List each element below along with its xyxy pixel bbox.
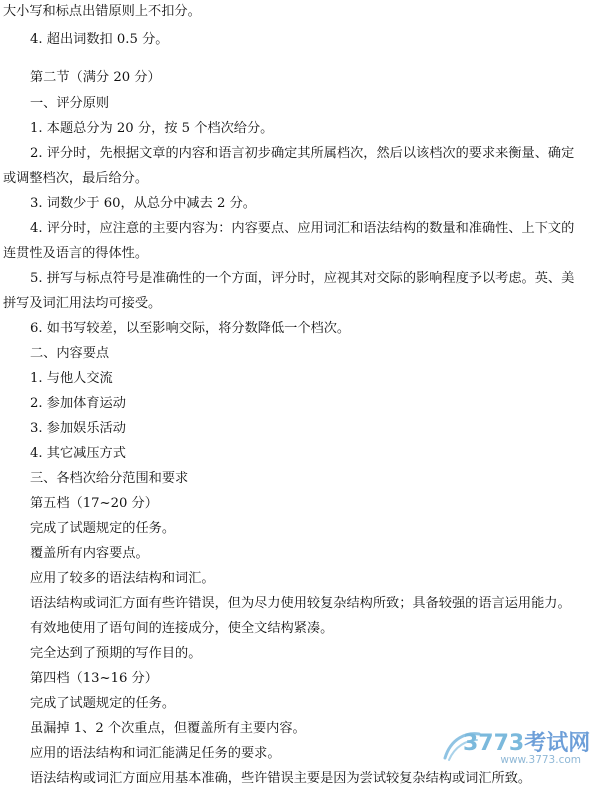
- watermark-logo-text: [463, 726, 590, 757]
- text-line: 4. 超出词数扣 0.5 分。: [30, 32, 169, 47]
- watermark-logo-word: 考试网: [524, 731, 591, 756]
- text-line: 或调整档次，最后给分。: [3, 171, 149, 186]
- text-line: 完成了试题规定的任务。: [30, 696, 176, 711]
- text-line: 大小写和标点出错原则上不扣分。: [3, 4, 201, 19]
- text-line: 2. 评分时，先根据文章的内容和语言初步确定其所属档次，然后以该档次的要求来衡量、确定: [30, 146, 575, 161]
- site-watermark: [441, 726, 591, 774]
- text-line: 1. 本题总分为 20 分，按 5 个档次给分。: [30, 121, 274, 136]
- list-item: 2. 参加体育运动: [30, 396, 126, 411]
- text-line: 拼写及词汇用法均可接受。: [3, 296, 162, 311]
- text-line: 语法结构或词汇方面应用基本准确，些许错误主要是因为尝试较复杂结构或词汇所致。: [30, 771, 532, 786]
- text-line: 4. 评分时，应注意的主要内容为：内容要点、应用词汇和语法结构的数量和准确性、上下文的: [30, 221, 575, 236]
- text-line: 6. 如书写较差，以至影响交际，将分数降低一个档次。: [30, 321, 351, 336]
- watermark-logo-number: 3773: [463, 731, 525, 756]
- section-heading: 第二节（满分 20 分）: [30, 70, 161, 85]
- grade-heading: 第四档（13~16 分）: [30, 671, 158, 686]
- text-line: 覆盖所有内容要点。: [30, 546, 149, 561]
- text-line: 3. 词数少于 60，从总分中减去 2 分。: [30, 196, 256, 211]
- subsection-heading: 二、内容要点: [30, 346, 110, 361]
- grade-heading: 第五档（17~20 分）: [30, 496, 158, 511]
- text-line: 虽漏掉 1、2 个次重点，但覆盖所有主要内容。: [30, 721, 306, 736]
- text-line: 应用的语法结构和词汇能满足任务的要求。: [30, 746, 281, 761]
- list-item: 3. 参加娱乐活动: [30, 421, 126, 436]
- subsection-heading: 一、评分原则: [30, 96, 110, 111]
- subsection-heading: 三、各档次给分范围和要求: [30, 471, 189, 486]
- text-line: 语法结构或词汇方面有些许错误，但为尽力使用较复杂结构所致；具备较强的语言运用能力。: [30, 596, 571, 611]
- list-item: 4. 其它减压方式: [30, 446, 126, 461]
- text-line: 应用了较多的语法结构和词汇。: [30, 571, 215, 586]
- text-line: 完成了试题规定的任务。: [30, 521, 176, 536]
- watermark-url: www.3773.com: [500, 754, 581, 766]
- list-item: 1. 与他人交流: [30, 371, 113, 386]
- text-line: 完全达到了预期的写作目的。: [30, 646, 202, 661]
- text-line: 5. 拼写与标点符号是准确性的一个方面，评分时，应视其对交际的影响程度予以考虑。英、美: [30, 271, 575, 286]
- text-line: 连贯性及语言的得体性。: [3, 246, 149, 261]
- text-line: 有效地使用了语句间的连接成分，使全文结构紧凑。: [30, 621, 334, 636]
